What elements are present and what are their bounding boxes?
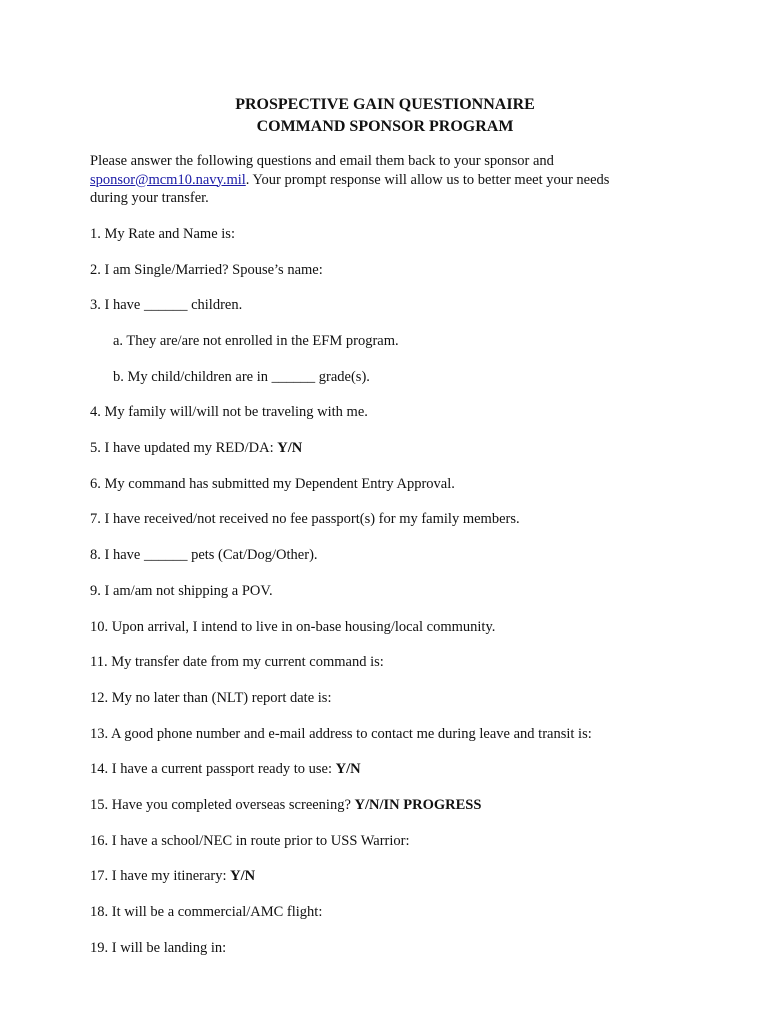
- question-19: [90, 939, 226, 957]
- document-title: PROSPECTIVE GAIN QUESTIONNAIRE: [235, 96, 535, 113]
- question-2: [90, 261, 323, 279]
- question-1: [90, 225, 235, 243]
- question-text: 8. I have ______ pets (Cat/Dog/Other).: [90, 547, 318, 563]
- question-6: [90, 475, 455, 493]
- question-7: [90, 510, 520, 528]
- intro-paragraph: [90, 152, 690, 208]
- question-text: 16. I have a school/NEC in route prior to USS Warrior:: [90, 833, 410, 849]
- question-10: [90, 618, 495, 636]
- question-8: [90, 546, 318, 564]
- question-text: 13. A good phone number and e-mail address to contact me during leave and transit is:: [90, 726, 592, 742]
- question-text: 19. I will be landing in:: [90, 940, 227, 956]
- question-12: [90, 689, 331, 707]
- question-text: a. They are/are not enrolled in the EFM program.: [113, 333, 399, 349]
- question-text: b. My child/children are in ______ grade(s).: [113, 369, 370, 385]
- question-15: [90, 796, 481, 814]
- sponsor-email-link[interactable]: sponsor@mcm10.navy.mil: [90, 171, 246, 188]
- question-answer-options: Y/N: [335, 761, 361, 777]
- question-text: 12. My no later than (NLT) report date is:: [90, 690, 332, 706]
- question-17: [90, 867, 255, 885]
- intro-line-1: Please answer the following questions and email them back to your sponsor and: [90, 153, 554, 169]
- question-text: 1. My Rate and Name is:: [90, 226, 235, 242]
- question-text: 3. I have ______ children.: [90, 297, 243, 313]
- question-text: 4. My family will/will not be traveling with me.: [90, 404, 368, 420]
- document-subtitle: COMMAND SPONSOR PROGRAM: [256, 118, 514, 135]
- question-text: 14. I have a current passport ready to use:: [90, 761, 336, 777]
- question-text: 18. It will be a commercial/AMC flight:: [90, 904, 323, 920]
- question-text: 2. I am Single/Married? Spouse’s name:: [90, 262, 323, 278]
- intro-line-2-text: . Your prompt response will allow us to better meet your needs: [245, 171, 610, 188]
- question-text: 7. I have received/not received no fee passport(s) for my family members.: [90, 511, 520, 527]
- question-text: 15. Have you completed overseas screening?: [90, 797, 355, 813]
- question-answer-options: Y/N: [230, 868, 256, 884]
- question-9: [90, 582, 273, 600]
- intro-line-3: during your transfer.: [90, 190, 209, 206]
- question-3b: [113, 368, 370, 386]
- question-5: [90, 439, 302, 457]
- question-text: 10. Upon arrival, I intend to live in on-base housing/local community.: [90, 619, 496, 635]
- question-text: 9. I am/am not shipping a POV.: [90, 583, 273, 599]
- question-text: 17. I have my itinerary:: [90, 868, 231, 884]
- question-13: [90, 725, 592, 743]
- question-14: [90, 760, 361, 778]
- question-text: 6. My command has submitted my Dependent Entry Approval.: [90, 476, 455, 492]
- question-4: [90, 403, 368, 421]
- question-3a: [113, 332, 399, 350]
- question-16: [90, 832, 410, 850]
- question-answer-options: Y/N/IN PROGRESS: [354, 797, 482, 813]
- question-text: 5. I have updated my RED/DA:: [90, 440, 278, 456]
- question-11: [90, 653, 384, 671]
- question-answer-options: Y/N: [277, 440, 303, 456]
- question-3: [90, 296, 242, 314]
- intro-line-2: [90, 171, 690, 190]
- question-18: [90, 903, 322, 921]
- question-text: 11. My transfer date from my current command is:: [90, 654, 384, 670]
